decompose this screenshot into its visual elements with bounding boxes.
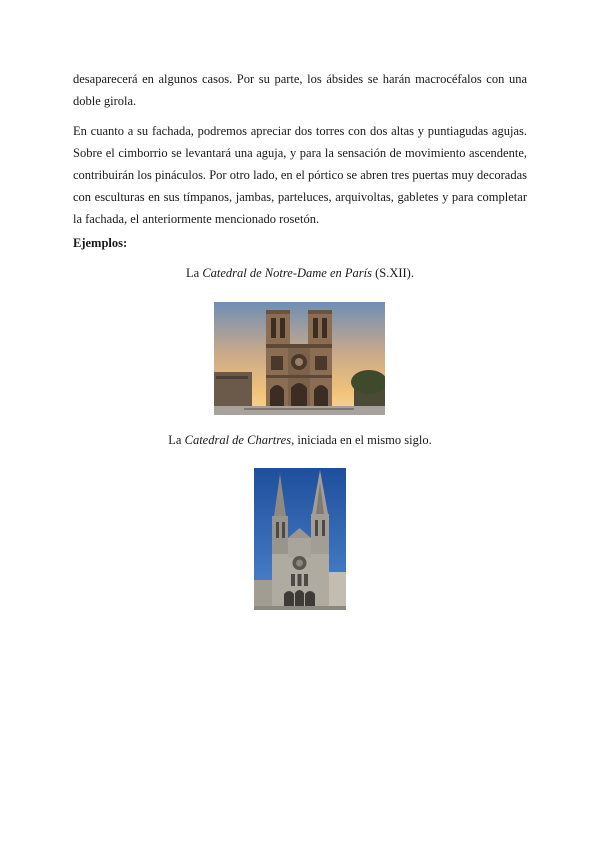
- caption-suffix: (S.XII).: [371, 266, 414, 280]
- caption-prefix: La: [168, 433, 185, 447]
- examples-heading: Ejemplos:: [73, 236, 128, 250]
- caption-notre-dame: [0, 266, 600, 281]
- paragraph-fachada: En cuanto a su fachada, podremos apreciar dos torres con dos altas y puntiagudas agujas. Sobre el cimborrio se levantará una aguja, y para la sensación de movimiento ascendente, contribuirán los pináculos. Por otro lado, en el pórtico se abren tres puertas muy decoradas con esculturas en sus tímpanos, jambas, parteluces, arquivoltas, gabletes y para completar la fachada, el anteriormente mencionado rosetón.: [73, 124, 527, 226]
- paragraph-abside: desaparecerá en algunos casos. Por su parte, los ábsides se harán macrocéfalos con una doble girola.: [73, 72, 527, 108]
- caption-suffix: , iniciada en el mismo siglo.: [291, 433, 432, 447]
- caption-title: Catedral de Chartres: [184, 433, 292, 447]
- caption-prefix: La: [186, 266, 203, 280]
- caption-chartres: [0, 433, 600, 448]
- notre-dame-photo: [214, 302, 385, 415]
- chartres-photo: [254, 468, 346, 610]
- caption-title: Catedral de Notre-Dame en París: [202, 266, 372, 280]
